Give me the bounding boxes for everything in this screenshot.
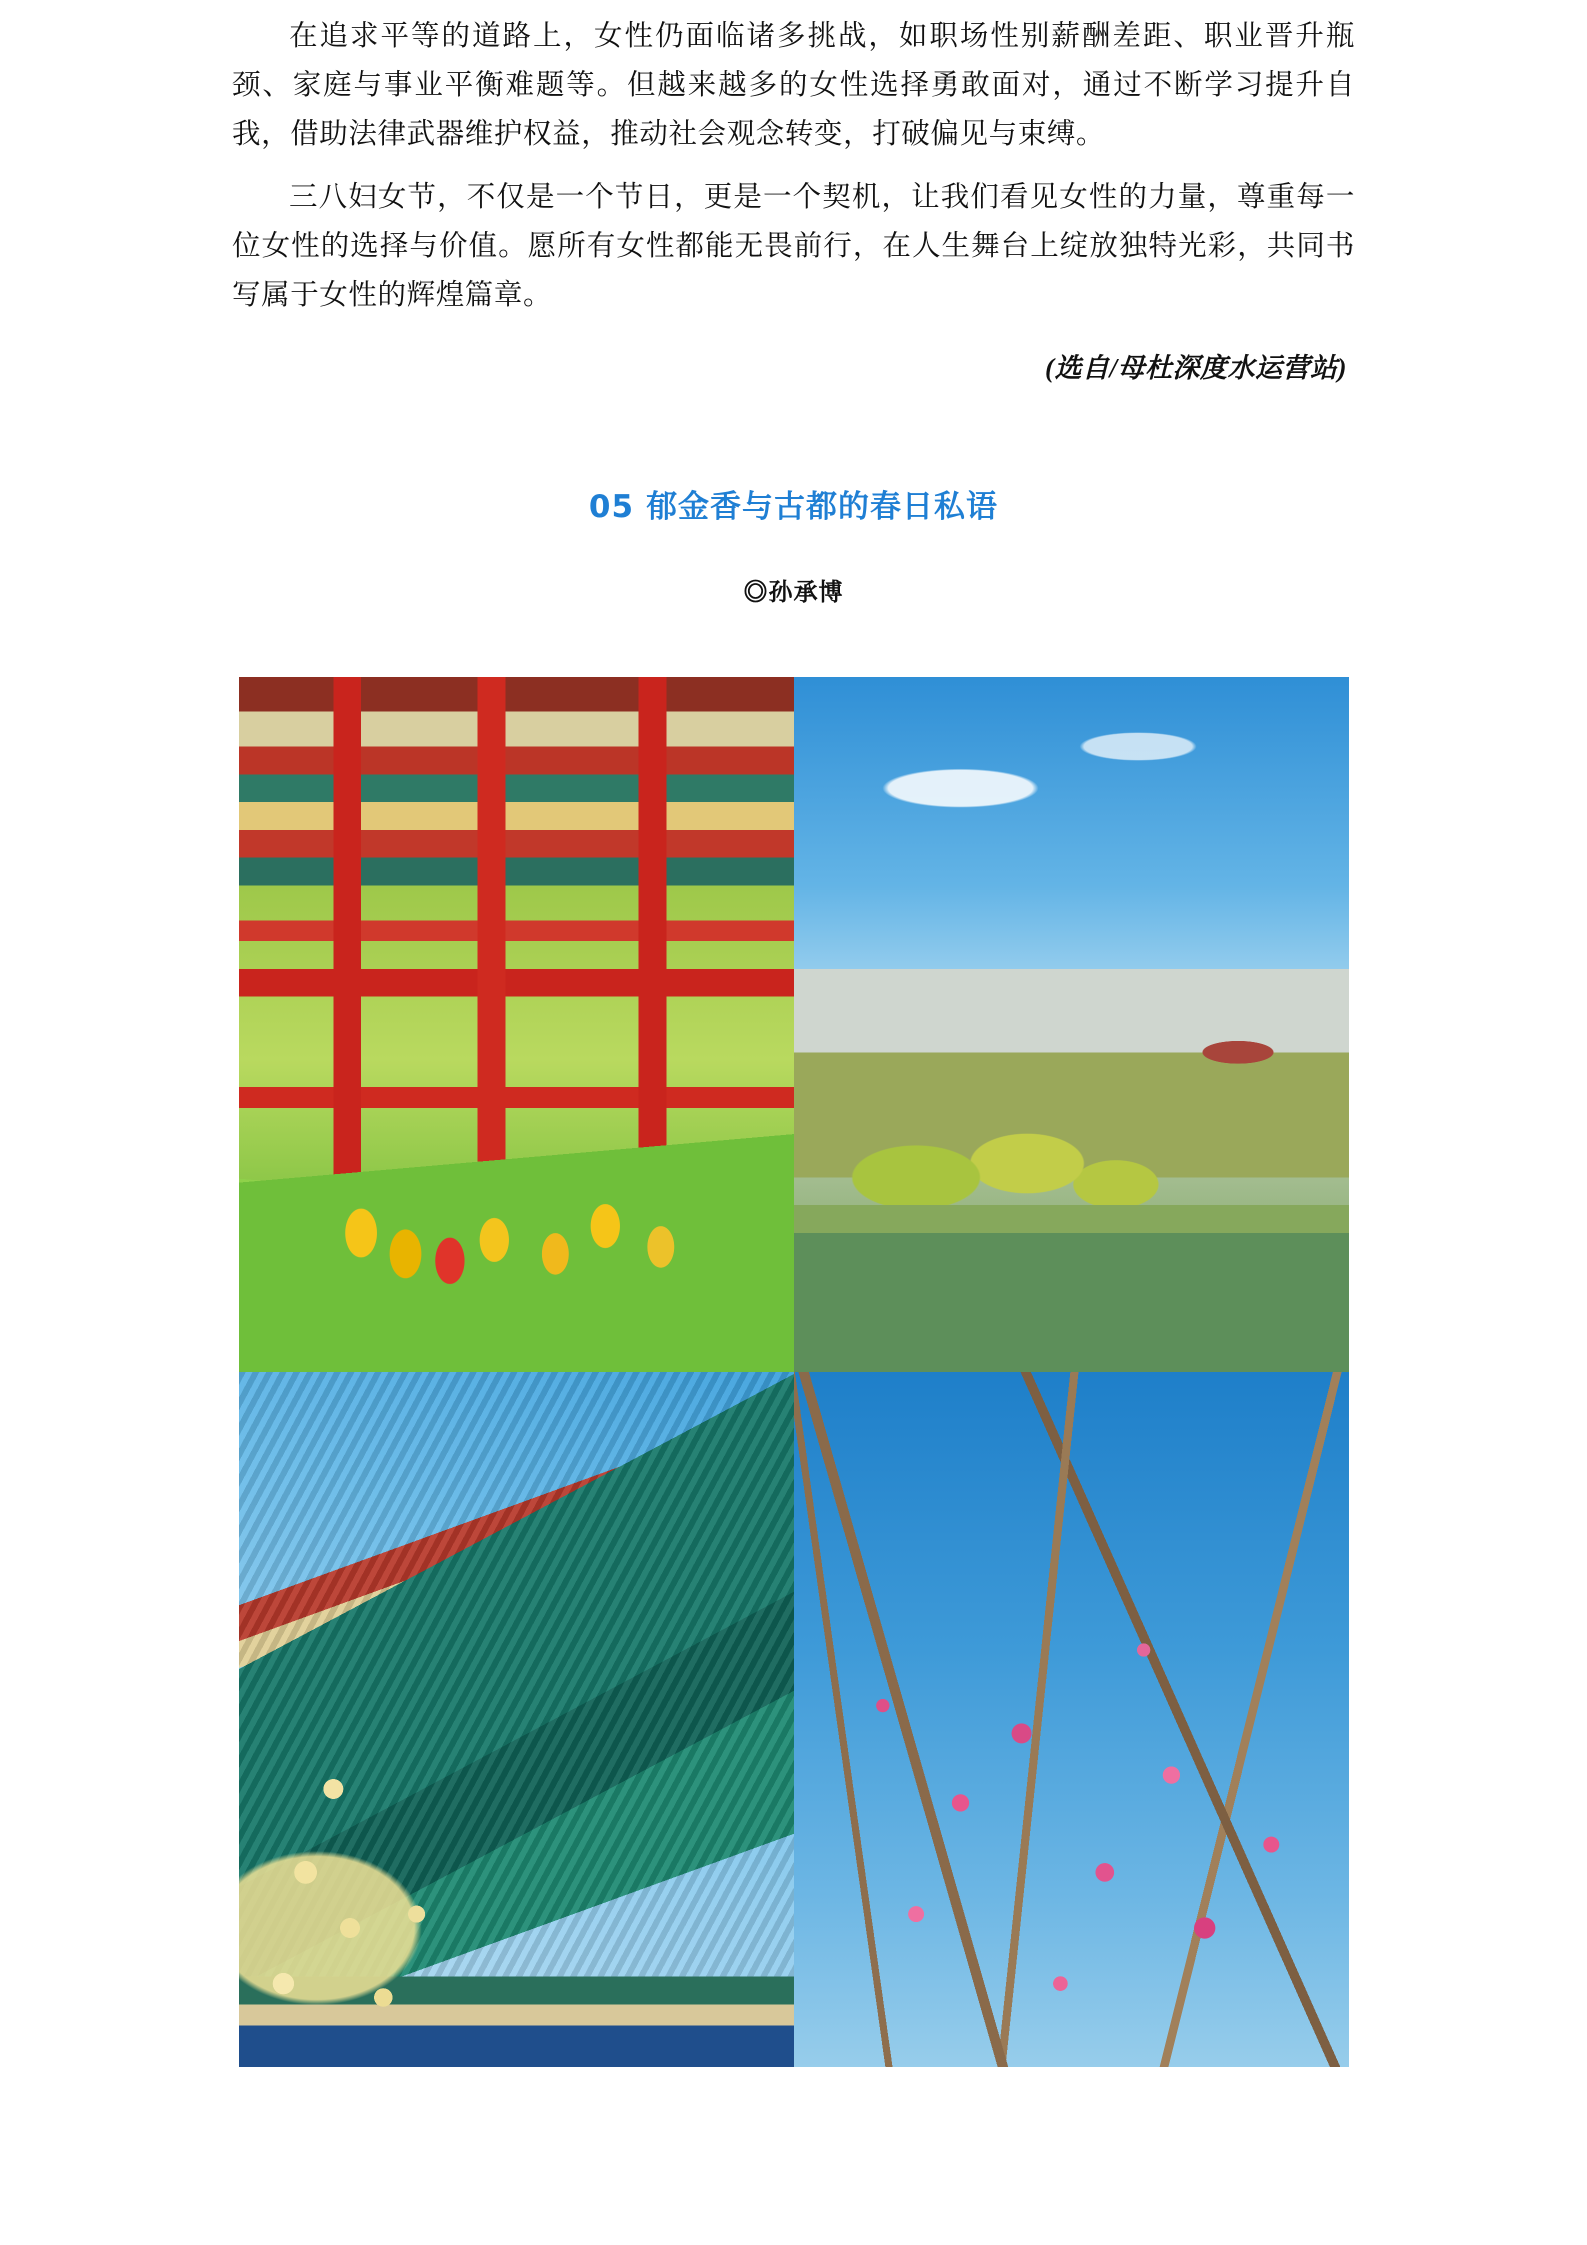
section-number: 05 xyxy=(588,489,635,526)
photo-grid xyxy=(239,677,1349,2067)
photo-temple-roof-blossoms xyxy=(239,1372,794,2067)
photo-plum-blossoms xyxy=(794,1372,1349,2067)
section-heading xyxy=(232,481,1355,526)
photo-pond-garden xyxy=(794,677,1349,1372)
photo-pavilion-tulips xyxy=(239,677,794,1372)
source-attribution: (选自/母杜深度水运营站) xyxy=(1045,353,1347,384)
section-title: 郁金香与古都的春日私语 xyxy=(646,489,999,526)
paragraph-2: 三八妇女节，不仅是一个节日，更是一个契机，让我们看见女性的力量，尊重每一位女性的选择与价值。愿所有女性都能无畏前行，在人生舞台上绽放独特光彩，共同书写属于女性的辉煌篇章。 xyxy=(232,182,1355,312)
author-byline: ◎孙承博 xyxy=(743,580,844,607)
paragraph-1: 在追求平等的道路上，女性仍面临诸多挑战，如职场性别薪酬差距、职业晋升瓶颈、家庭与事业平衡难题等。但越来越多的女性选择勇敢面对，通过不断学习提升自我，借助法律武器维护权益，推动社会观念转变，打破偏见与束缚。 xyxy=(232,21,1355,151)
